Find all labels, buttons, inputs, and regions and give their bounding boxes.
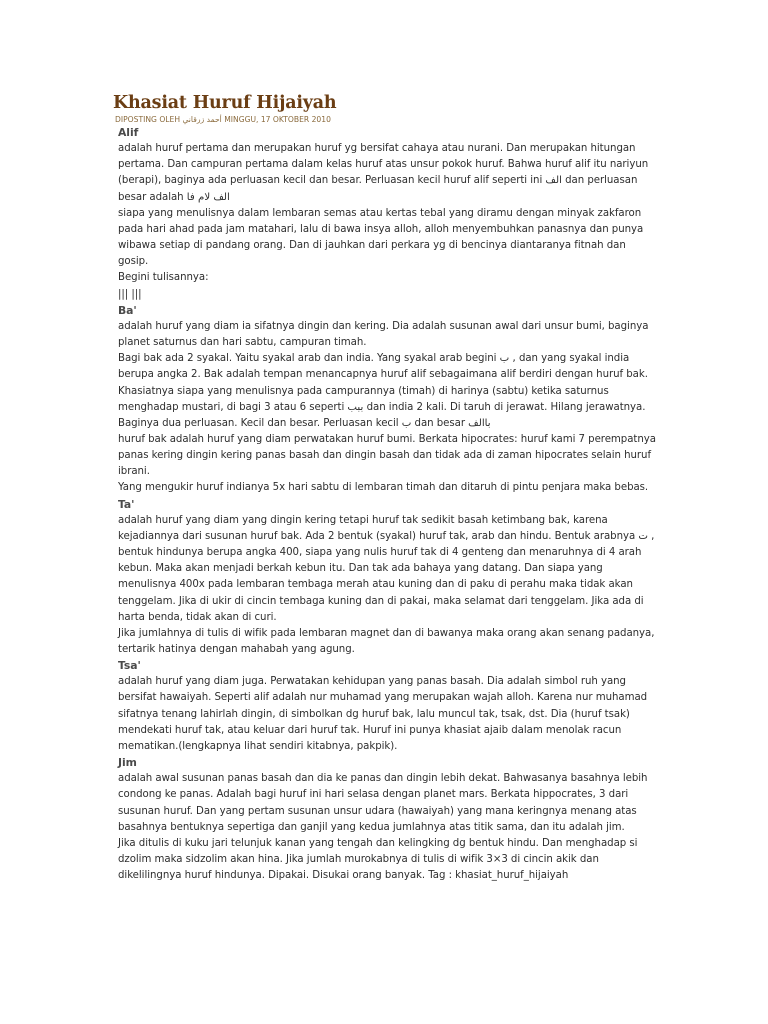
article-paragraph: huruf bak adalah huruf yang diam perwatakan huruf bumi. Berkata hipocrates: huruf kami 7 perempatnya panas kering dingin kering panas basah dan dingin basah dan tidak ada di zaman hipocrates selain huruf ibrani. [118,433,656,478]
article-paragraph: ||| ||| [118,288,142,300]
post-body [118,125,658,884]
meta-prefix: DIPOSTING OLEH [115,115,181,124]
article-paragraph: adalah huruf yang diam juga. Perwatakan kehidupan yang panas basah. Dia adalah simbol ruh yang bersifat hawaiyah. Seperti alif adalah nur muhamad yang merupakan wajah alloh. Karena nur muhamad sifatnya tenang lahirlah dingin, di simbolkan dg huruf bak, lalu muncul tak, tsak, dst. Dia (huruf tsak) mendekati huruf tak, atau keluar dari huruf tak. Huruf ini punya khasiat ajaib dalam menolak racun mematikan.(lengkapnya lihat sendiri kitabnya, pakpik). [118,676,648,752]
section-heading: Tsa' [118,659,141,673]
meta-author[interactable]: أحمد زرقاني [182,115,222,124]
article-paragraph: Begini tulisannya: [118,272,209,284]
article-paragraph: siapa yang menulisnya dalam lembaran semas atau kertas tebal yang diramu dengan minyak zakfaron pada hari ahad pada jam matahari, lalu di bawa insya alloh, alloh menyembuhkan panasnya dan punya wibawa setiap di pandang orang. Dan di jauhkan dari perkara yg di bencinya diantaranya fitnah dan gosip. [118,207,644,268]
section-heading: Alif [118,126,139,139]
article-paragraph: adalah huruf pertama dan merupakan huruf yg bersifat cahaya atau nurani. Dan merupakan hitungan pertama. Dan campuran pertama dalam kelas huruf atas unsur pokok huruf. Bahwa huruf alif itu nariyun (berapi), baginya ada perluasan kecil dan besar. Perluasan kecil huruf alif seperti ini الف dan perluasan besar adalah الف لام فا [118,143,649,203]
section-heading: Ta' [118,497,135,511]
article-paragraph: Jika ditulis di kuku jari telunjuk kanan yang tengah dan kelingking dg bentuk hindu. Dan menghadap si dzolim maka sidzolim akan hina. Jika jumlah murokabnya di tulis di wifik 3×3 di cincin akik dan dikelilingnya huruf hindunya. Dipakai. Disukai orang banyak. Tag : khasiat_huruf_hijaiyah [118,837,638,882]
post-title[interactable]: Khasiat Huruf Hijaiyah [113,93,337,113]
article-paragraph: Yang mengukir huruf indianya 5x hari sabtu di lembaran timah dan ditaruh di pintu penjara maka bebas. [118,482,649,494]
section-heading: Jim [118,756,137,770]
article-paragraph: Bagi bak ada 2 syakal. Yaitu syakal arab dan india. Yang syakal arab begini ب , dan yang syakal india berupa angka 2. Bak adalah tempan menancapnya huruf alif sebagaimana alif berdiri dengan huruf bak. Khasiatnya siapa yang menulisnya pada campurannya (timah) di harinya (sabtu) ketika saturnus menghadap mustari, di bagi 3 atau 6 seperti ببب dan india 2 kali. Di taruh di jerawat. Hilang jerawatnya. Baginya dua perluasan. Kecil dan besar. Perluasan kecil ب dan besar باالف [118,353,648,429]
post [113,92,658,884]
article-paragraph: adalah awal susunan panas basah dan dia ke panas dan dingin lebih dekat. Bahwasanya basahnya lebih condong ke panas. Adalah bagi huruf ini hari selasa dengan planet mars. Berkata hippocrates, 3 dari susunan huruf. Dan yang pertam susunan unsur udara (hawaiyah) yang mana keringnya menang atas basahnya bentuknya sepertiga dan ganjil yang kedua jumlahnya atas titik sama, dan itu adalah jim. [118,773,648,833]
article-paragraph: adalah huruf yang diam ia sifatnya dingin dan kering. Dia adalah susunan awal dari unsur bumi, baginya planet saturnus dan hari sabtu, campuran timah. [118,320,649,349]
article-paragraph: adalah huruf yang diam yang dingin kering tetapi huruf tak sedikit basah ketimbang bak, karena kejadiannya dari susunan huruf bak. Ada 2 bentuk (syakal) huruf tak, arab dan hindu. Bentuk arabnya ت , bentuk hindunya berupa angka 400, siapa yang nulis huruf tak di 4 genteng dan menaruhnya di 4 arah kebun. Maka akan menjadi berkah kebun itu. Dan tak ada bahaya yang datang. Dan siapa yang menulisnya 400x pada lembaran tembaga merah atau kuning dan di paku di perahu maka tidak akan tenggelam. Jika di ukir di cincin tembaga kuning dan di pakai, maka selamat dari tenggelam. Jika ada di harta benda, tidak akan di curi. [118,514,655,623]
article-paragraph: Jika jumlahnya di tulis di wifik pada lembaran magnet dan di bawanya maka orang akan senang padanya, tertarik hatinya dengan mahabah yang agung. [118,627,655,655]
section-heading: Ba' [118,303,137,317]
meta-date: MINGGU, 17 OKTOBER 2010 [224,115,331,124]
post-meta [115,115,658,125]
